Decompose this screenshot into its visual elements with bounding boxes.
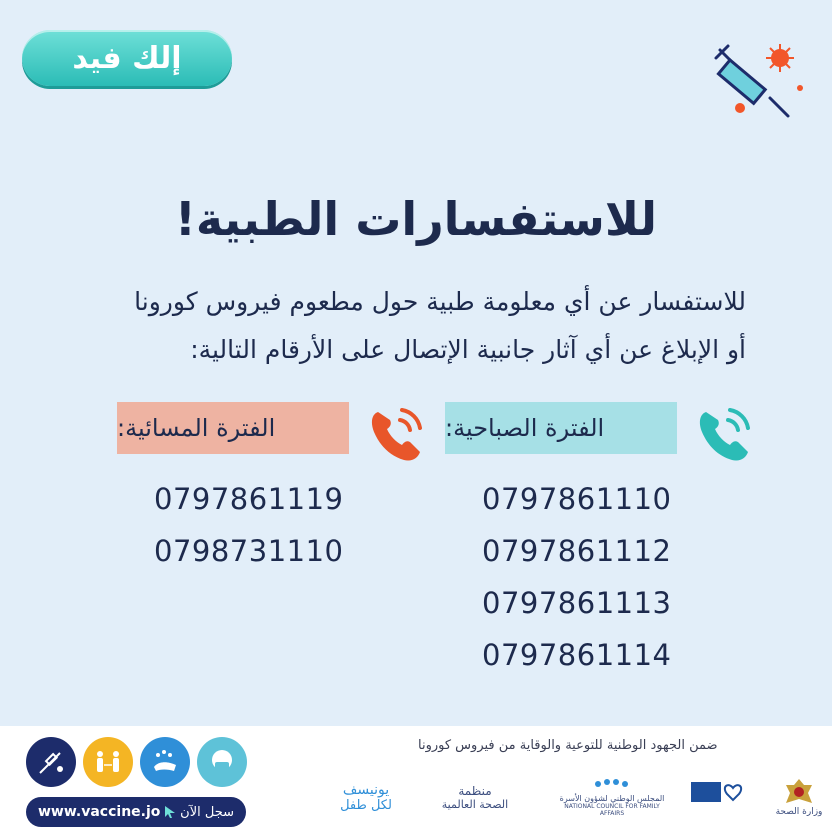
- phone-icon: [360, 398, 432, 470]
- heart-emblem-icon: [691, 780, 751, 814]
- vaccine-icon: [26, 737, 76, 787]
- evening-phone-number: 0798731110: [154, 534, 344, 568]
- phone-icon: [688, 398, 760, 470]
- intro-line-2: أو الإبلاغ عن أي آثار جانبية الإتصال على الأرقام التالية:: [190, 335, 746, 364]
- evening-phone-number: 0797861119: [154, 482, 344, 516]
- evening-period-label-text: الفترة المسائية:: [117, 414, 276, 442]
- ncfa-line-1: المجلس الوطني لشؤون الأسرة: [559, 793, 665, 803]
- cherished-health-logo: [686, 772, 756, 822]
- ncfa-logo: [552, 772, 672, 822]
- morning-phone-number: 0797861112: [482, 534, 672, 568]
- morning-period-label: [445, 402, 677, 454]
- unicef-logo: [326, 772, 406, 822]
- distancing-icon: [83, 737, 133, 787]
- ministry-of-health-logo: [772, 772, 826, 822]
- ncfa-emblem-icon: [592, 778, 632, 794]
- who-line-2: الصحة العالمية: [441, 797, 509, 811]
- ncfa-line-2: NATIONAL COUNCIL FOR FAMILY AFFAIRS: [564, 802, 660, 817]
- morning-phone-number: 0797861114: [482, 638, 672, 672]
- syringe-virus-icon: [712, 38, 808, 122]
- morning-period-label-text: الفترة الصباحية:: [445, 414, 605, 442]
- cursor-icon: [164, 805, 176, 819]
- who-line-1: منظمة: [458, 783, 492, 798]
- handwash-icon: [140, 737, 190, 787]
- vaccine-website-link[interactable]: [26, 797, 246, 827]
- footer-caption: ضمن الجهود الوطنية للتوعية والوقاية من فيروس كورونا: [418, 738, 718, 753]
- page-title: للاستفسارات الطبية!: [174, 192, 658, 246]
- unicef-line-2: لكل طفل: [340, 797, 392, 813]
- mask-icon: [197, 737, 247, 787]
- intro-line-1: للاستفسار عن أي معلومة طبية حول مطعوم فيروس كورونا: [134, 287, 746, 316]
- ministry-of-health-label: وزارة الصحة: [775, 807, 823, 817]
- register-now-label[interactable]: سجل الآن: [180, 804, 234, 820]
- brand-logo: [22, 30, 232, 86]
- website-url[interactable]: www.vaccine.jo: [38, 804, 161, 820]
- evening-period-label: [117, 402, 349, 454]
- morning-phone-number: 0797861113: [482, 586, 672, 620]
- unicef-line-1: يونيسف: [342, 781, 390, 798]
- morning-phone-number: 0797861110: [482, 482, 672, 516]
- register-now-cta[interactable]: [164, 805, 234, 820]
- brand-logo-text: إلك فيد: [72, 40, 182, 76]
- jordan-crest-icon: [782, 777, 816, 807]
- who-logo: [420, 772, 530, 822]
